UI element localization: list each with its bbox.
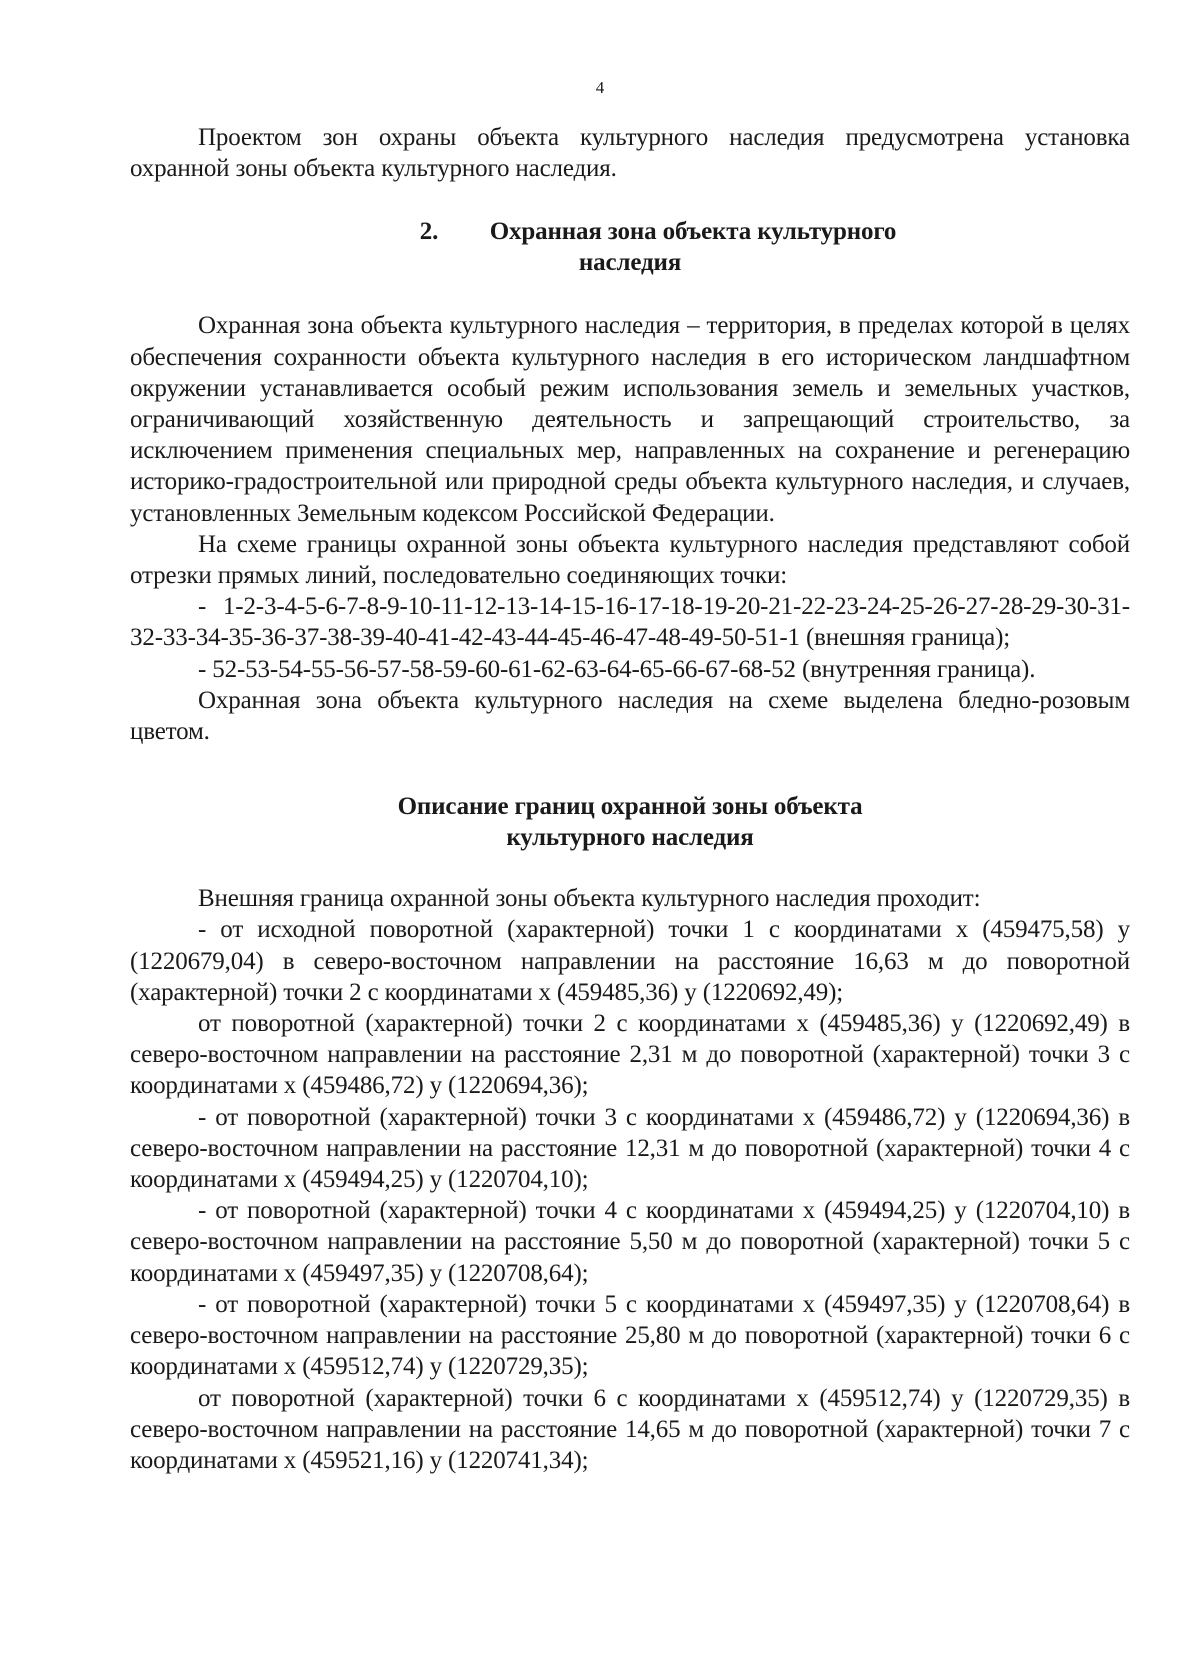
boundary-segment: от поворотной (характерной) точки 2 с координатами х (459485,36) у (1220692,49) в северо-восточном направлении на расстояние 2,31 м до поворотной (характерной) точки 3 с координатами х (459486,72) у (1220694,36); (130, 1010, 1130, 1100)
zone-definition-paragraph: Охранная зона объекта культурного наследия – территория, в пределах которой в целях обеспечения сохранности объекта культурного наследия в его историческом ландшафтном окружении устанавливается особый режим использования земель и земельных участков, ограничивающий хозяйственную деятельность и запрещающий строительство, за исключением применения специальных мер, направленных на сохранение и регенерацию историко-градостроительной или природной среды объекта культурного наследия, и случаев, установленных Земельным кодексом Российской Федерации. (130, 312, 1130, 527)
section-heading (130, 216, 1130, 247)
inner-points-list: - 52-53-54-55-56-57-58-59-60-61-62-63-64-65-66-67-68-52 (внутренняя граница). (198, 655, 1036, 683)
outer-boundary-intro: Внешняя граница охранной зоны объекта культурного наследия проходит: (198, 885, 981, 913)
boundary-segment: - от исходной поворотной (характерной) точки 1 с координатами х (459475,58) у (1220679,04) в северо-восточном направлении на расстояние 16,63 м до поворотной (характерной) точки 2 с координатами х (459485,36) у (1220692,49); (130, 916, 1130, 1006)
color-note-paragraph: Охранная зона объекта культурного наследия на схеме выделена бледно-розовым цветом. (130, 686, 1130, 746)
document-body (130, 122, 1130, 1476)
boundary-segment: - от поворотной (характерной) точки 3 с координатами х (459486,72) у (1220694,36) в северо-восточном направлении на расстояние 12,31 м до поворотной (характерной) точки 4 с координатами х (459494,25) у (1220704,10); (130, 1103, 1130, 1194)
scheme-intro-paragraph: На схеме границы охранной зоны объекта культурного наследия представляют собой отрезки прямых линий, последовательно соединяющих точки: (130, 530, 1130, 590)
boundary-segment: от поворотной (характерной) точки 6 с координатами х (459512,74) у (1220729,35) в северо-восточном направлении на расстояние 14,65 м до поворотной (характерной) точки 7 с координатами х (459521,16) у (1220741,34); (130, 1384, 1130, 1474)
page-number: 4 (595, 78, 605, 97)
outer-points-list: - 1-2-3-4-5-6-7-8-9-10-11-12-13-14-15-16-17-18-19-20-21-22-23-24-25-26-27-28-29-30-31-32-33-34-35-36-37-38-39-40-41-42-43-44-45-46-47-48-49-50-51-1 (внешняя граница); (130, 593, 1130, 652)
description-heading-line1: Описание границ охранной зоны объекта (397, 793, 863, 821)
section-number: 2. (419, 218, 439, 246)
boundary-segment: - от поворотной (характерной) точки 5 с координатами х (459497,35) у (1220708,64) в северо-восточном направлении на расстояние 25,80 м до поворотной (характерной) точки 6 с координатами х (459512,74) у (1220729,35); (130, 1290, 1130, 1381)
section-title-line1: Охранная зона объекта культурного (489, 218, 897, 246)
description-heading-line2: культурного наследия (506, 824, 754, 852)
intro-paragraph: Проектом зон охраны объекта культурного наследия предусмотрена установка охранной зоны объекта культурного наследия. (130, 124, 1130, 183)
section-title-line2: наследия (578, 249, 682, 277)
boundary-segment: - от поворотной (характерной) точки 4 с координатами х (459494,25) у (1220704,10) в северо-восточном направлении на расстояние 5,50 м до поворотной (характерной) точки 5 с координатами х (459497,35) у (1220708,64); (130, 1197, 1130, 1287)
